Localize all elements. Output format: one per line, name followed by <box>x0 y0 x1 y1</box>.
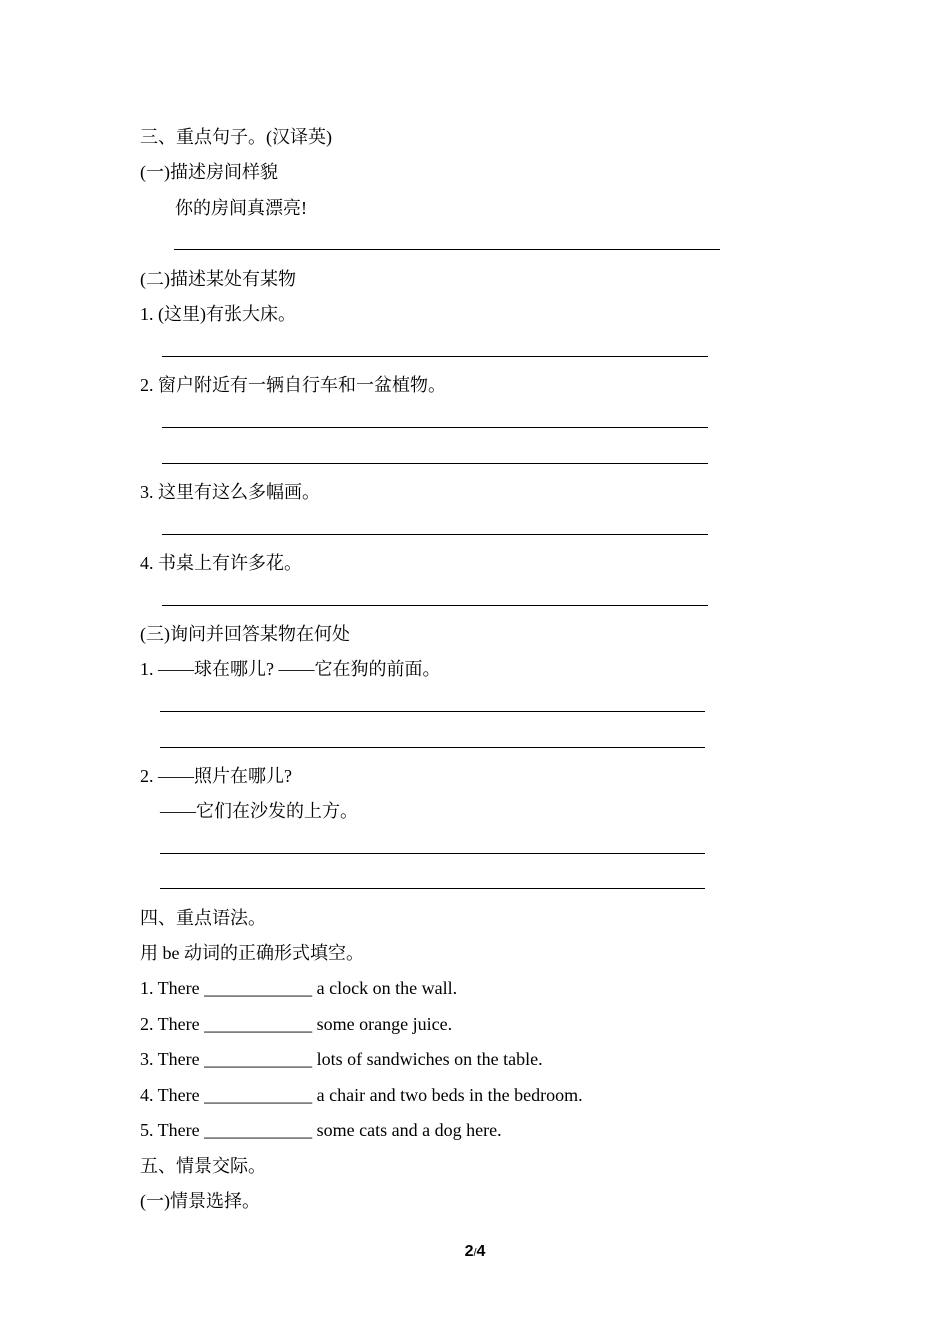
answer-line <box>160 711 705 712</box>
section3-part2-title: (二)描述某处有某物 <box>140 269 296 289</box>
section4-item-3: 3. There ____________ lots of sandwiches on the table. <box>140 1049 543 1069</box>
answer-line <box>174 249 720 250</box>
answer-line <box>162 427 708 428</box>
answer-line <box>160 747 705 748</box>
section3-part3-item-2-question: 2. ——照片在哪儿? <box>140 766 292 786</box>
section5-title: 五、情景交际。 <box>140 1156 266 1176</box>
current-page: 2 <box>464 1243 474 1260</box>
section3-part1-title: (一)描述房间样貌 <box>140 162 278 182</box>
page-separator: / <box>473 1247 477 1259</box>
section3-part3-title: (三)询问并回答某物在何处 <box>140 624 350 644</box>
section3-title: 三、重点句子。(汉译英) <box>140 127 332 147</box>
answer-line <box>162 463 708 464</box>
section3-part2-item-1: 1. (这里)有张大床。 <box>140 304 296 324</box>
section4-item-2: 2. There ____________ some orange juice. <box>140 1014 453 1034</box>
section3-part3-item-2-answer: ——它们在沙发的上方。 <box>160 801 358 821</box>
answer-line <box>162 605 708 606</box>
section4-item-5: 5. There ____________ some cats and a dog here. <box>140 1120 502 1140</box>
section3-part2-item-3: 3. 这里有这么多幅画。 <box>140 482 320 502</box>
section3-part2-item-4: 4. 书桌上有许多花。 <box>140 553 302 573</box>
page-number <box>0 1243 950 1261</box>
section4-item-4: 4. There ____________ a chair and two beds in the bedroom. <box>140 1085 583 1105</box>
section4-instruction: 用 be 动词的正确形式填空。 <box>140 943 364 963</box>
section3-part2-item-2: 2. 窗户附近有一辆自行车和一盆植物。 <box>140 375 446 395</box>
section3-part1-item: 你的房间真漂亮! <box>175 198 307 218</box>
answer-line <box>162 356 708 357</box>
answer-line <box>160 888 705 889</box>
section4-item-1: 1. There ____________ a clock on the wall. <box>140 978 458 998</box>
section4-title: 四、重点语法。 <box>140 908 266 928</box>
answer-line <box>160 853 705 854</box>
answer-line <box>162 534 708 535</box>
section5-part1-title: (一)情景选择。 <box>140 1191 260 1211</box>
total-pages: 4 <box>476 1243 486 1260</box>
section3-part3-item-1: 1. ——球在哪儿? ——它在狗的前面。 <box>140 659 441 679</box>
